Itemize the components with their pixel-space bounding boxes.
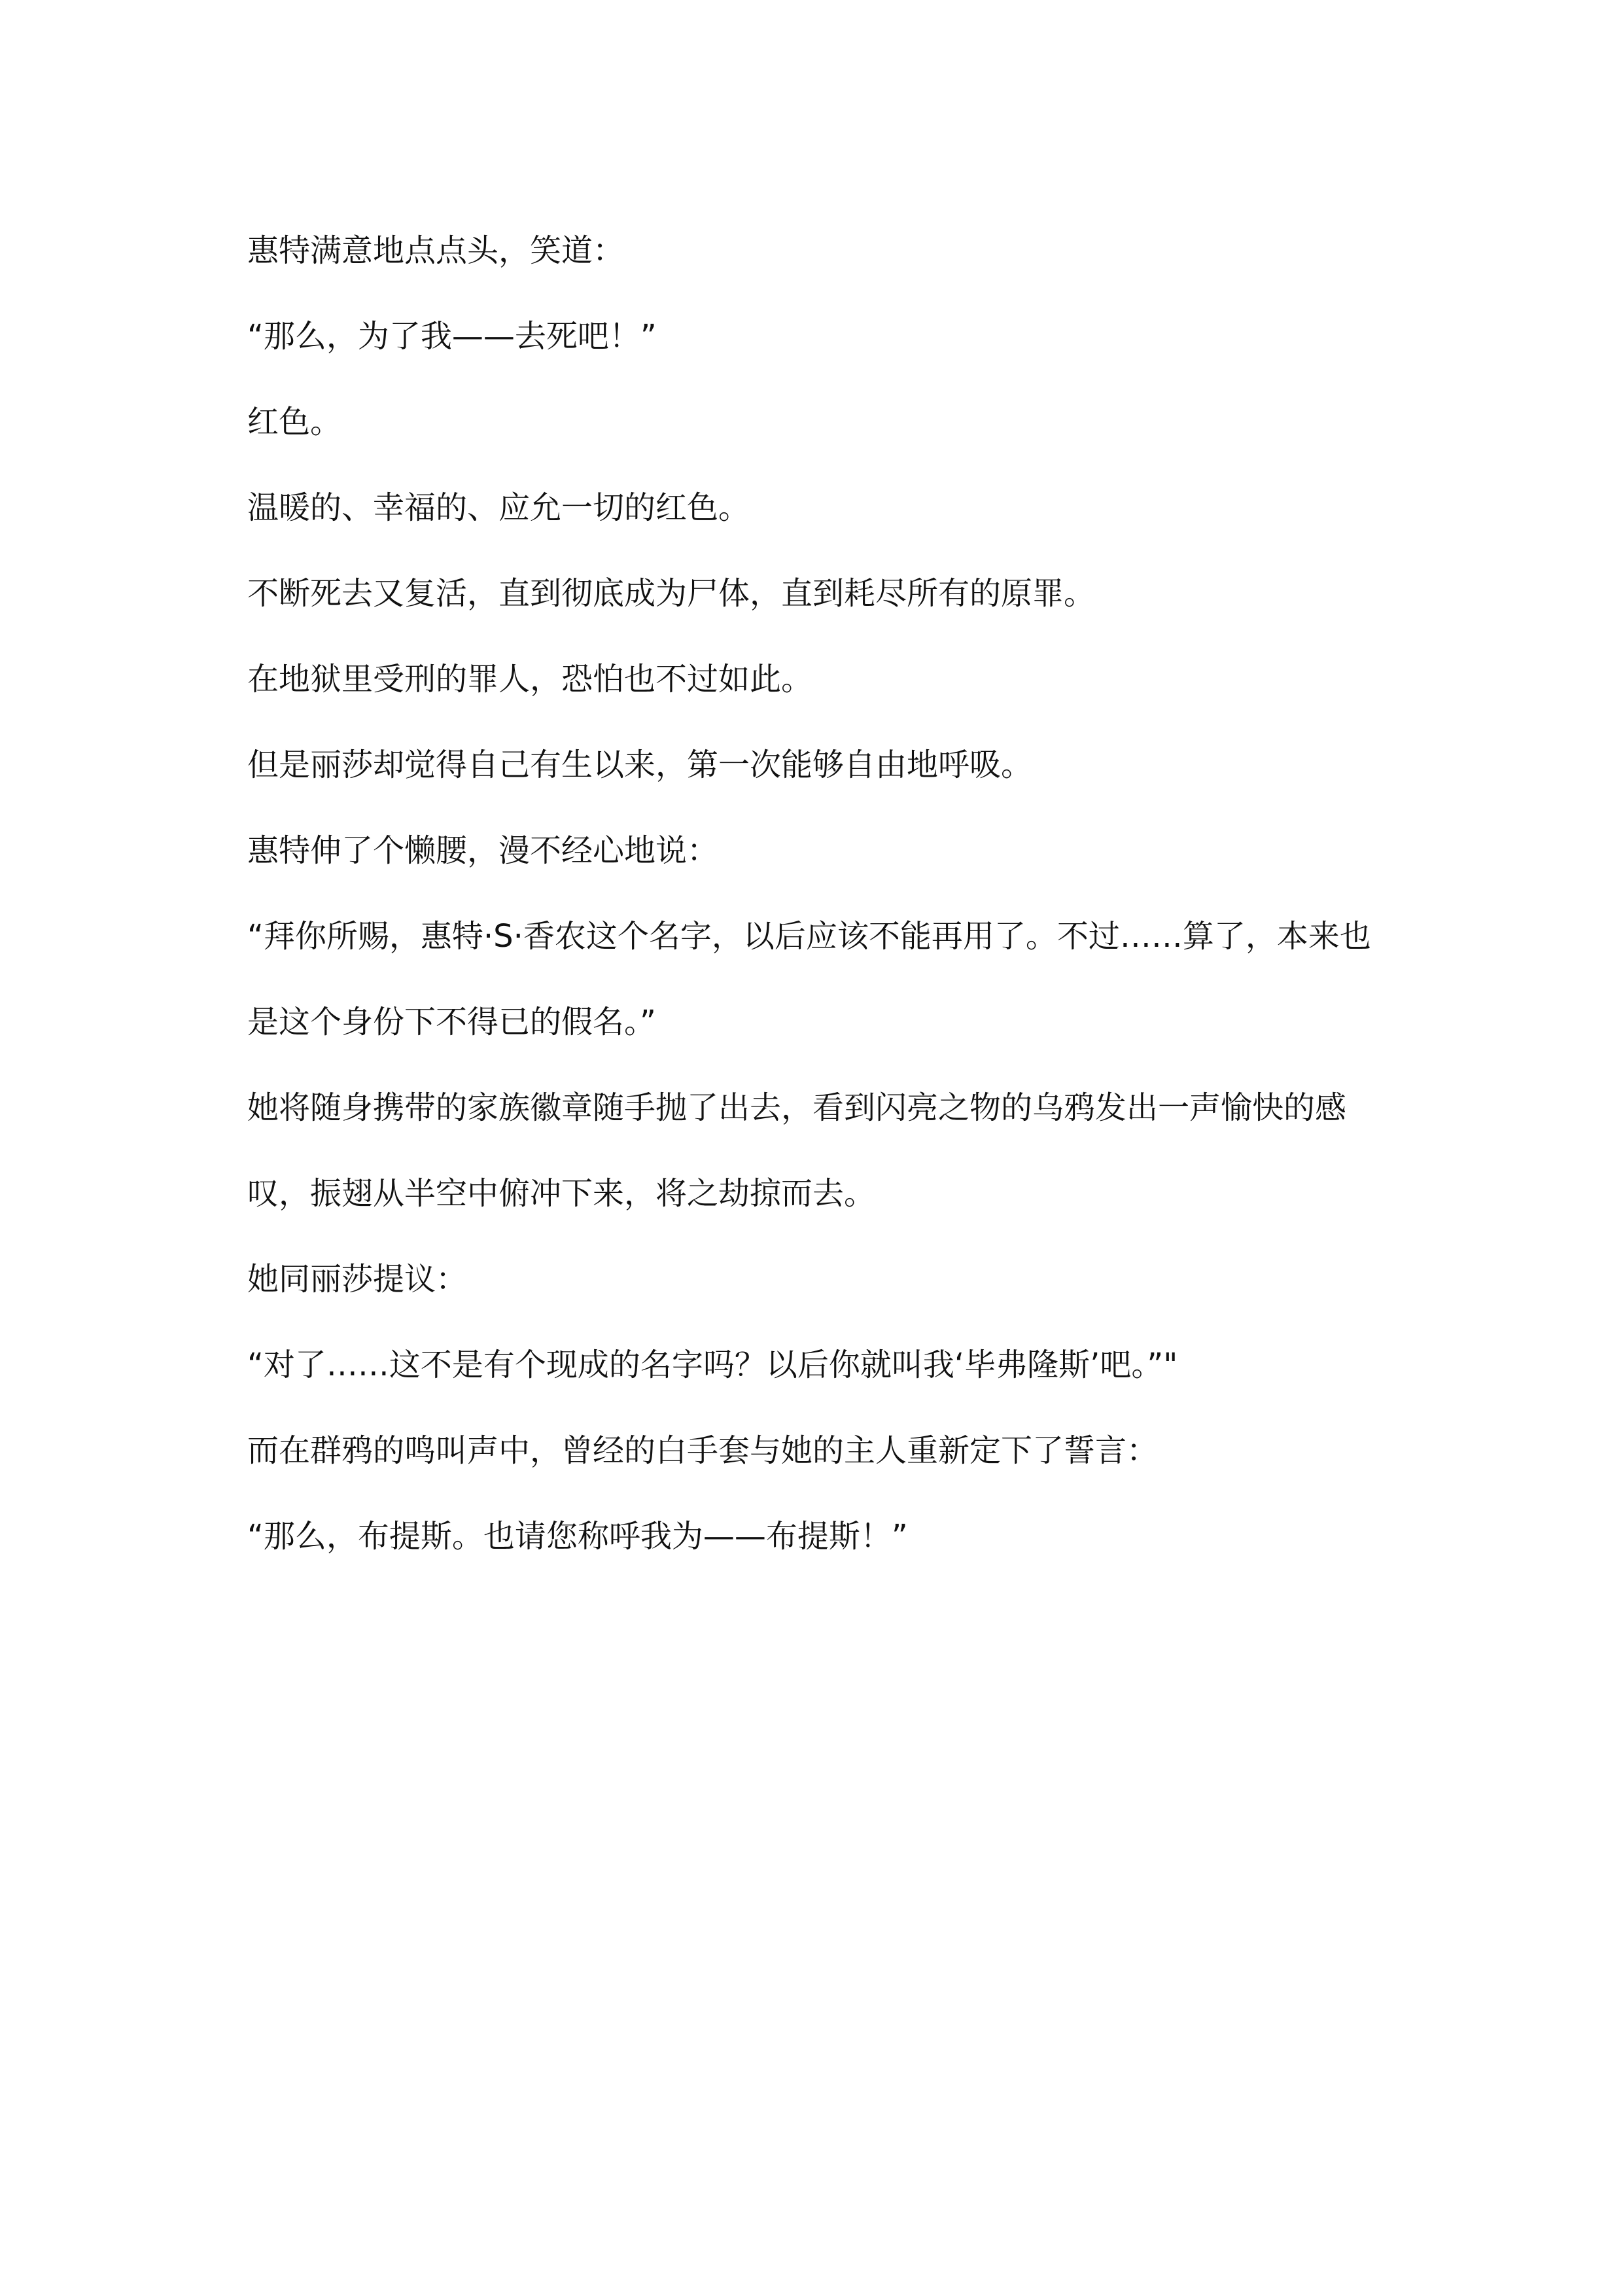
paragraph-10: 她将随身携带的家族徽章随手抛了出去，看到闪亮之物的乌鸦发出一声愉快的感叹，振翅从半空中俯冲下来，将之劫掠而去。 — [247, 1089, 1347, 1212]
paragraph-12: “对了……这不是有个现成的名字吗？以后你就叫我‘毕弗隆斯’吧。”" — [247, 1347, 1178, 1383]
paragraph-14: “那么，布提斯。也请您称呼我为——布提斯！” — [247, 1518, 908, 1555]
paragraph-13: 而在群鸦的鸣叫声中，曾经的白手套与她的主人重新定下了誓言： — [247, 1432, 1159, 1469]
paragraph-5: 不断死去又复活，直到彻底成为尸体，直到耗尽所有的原罪。 — [247, 575, 1096, 612]
paragraph-9: “拜你所赐，惠特·S·香农这个名字，以后应该不能再用了。不过……算了，本来也是这个身份下不得已的假名。” — [247, 918, 1371, 1040]
paragraph-11: 她同丽莎提议： — [247, 1261, 468, 1298]
paragraph-6: 在地狱里受刑的罪人，恐怕也不过如此。 — [247, 661, 813, 698]
paragraph-3: 红色。 — [247, 404, 342, 440]
paragraph-8: 惠特伸了个懒腰，漫不经心地说： — [247, 832, 719, 869]
paragraph-1: 惠特满意地点点头，笑道： — [247, 232, 625, 269]
paragraph-2: “那么，为了我——去死吧！” — [247, 318, 657, 355]
paragraph-4: 温暖的、幸福的、应允一切的红色。 — [247, 489, 750, 526]
paragraph-7: 但是丽莎却觉得自己有生以来，第一次能够自由地呼吸。 — [247, 747, 1033, 783]
body-text — [247, 208, 1399, 1580]
